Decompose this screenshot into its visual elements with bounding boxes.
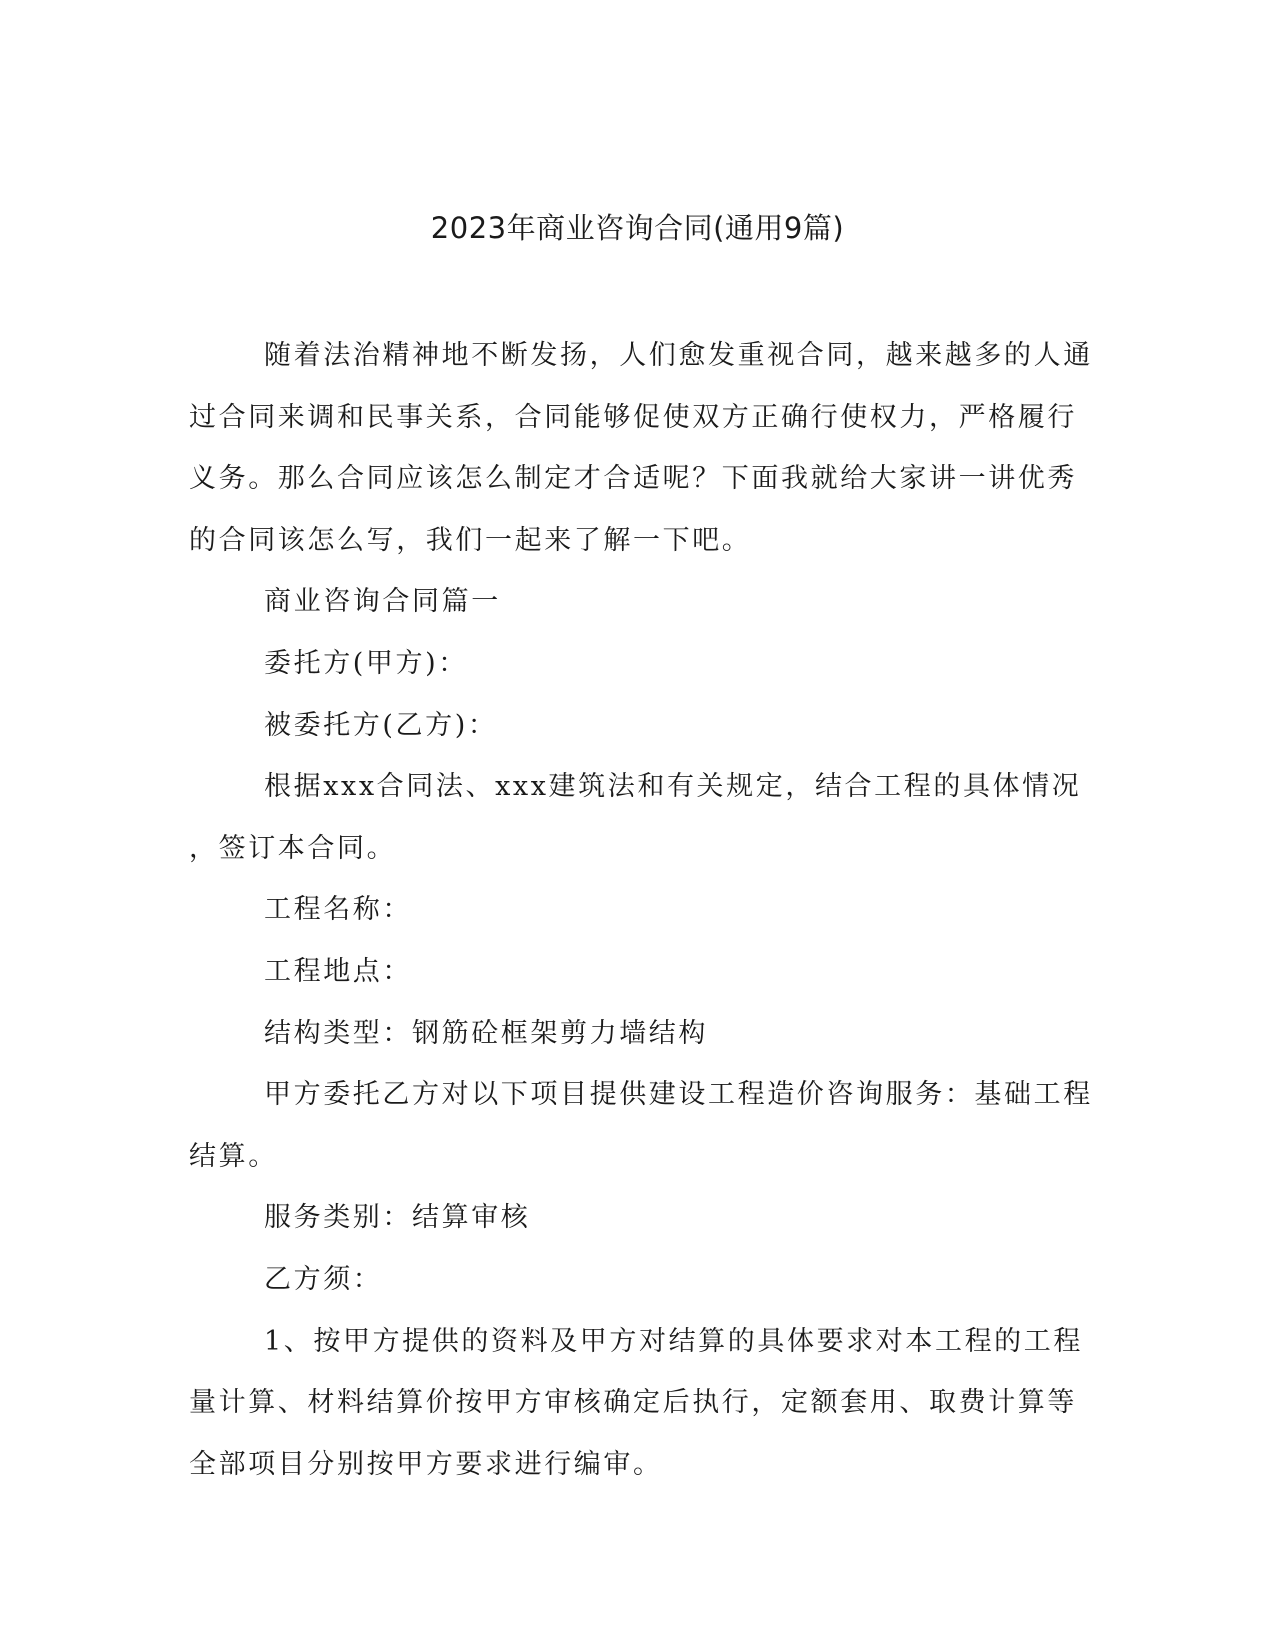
basis-line-2: ，签订本合同。	[189, 832, 397, 864]
intro-line-2: 过合同来调和民事关系，合同能够促使双方正确行使权力，严格履行	[189, 401, 1077, 433]
service-scope-line-2: 结算。	[189, 1140, 278, 1172]
clause-1-line-1: 1、按甲方提供的资料及甲方对结算的具体要求对本工程的工程	[264, 1325, 1083, 1357]
service-category-line: 服务类别：结算审核	[264, 1202, 531, 1234]
intro-line-4: 的合同该怎么写，我们一起来了解一下吧。	[189, 524, 752, 556]
project-location-line: 工程地点：	[264, 955, 412, 987]
clause-1-line-2: 量计算、材料结算价按甲方审核确定后执行，定额套用、取费计算等	[189, 1387, 1077, 1419]
project-name-line: 工程名称：	[264, 894, 412, 926]
intro-line-3: 义务。那么合同应该怎么制定才合适呢？下面我就给大家讲一讲优秀	[189, 463, 1077, 495]
party-a-line: 委托方(甲方)：	[264, 647, 468, 679]
clause-1-line-3: 全部项目分别按甲方要求进行编审。	[189, 1448, 663, 1480]
document-title: 2023年商业咨询合同(通用9篇)	[430, 211, 845, 245]
document-body	[189, 325, 1093, 1495]
section-heading: 商业咨询合同篇一	[264, 586, 501, 618]
basis-line-1: 根据xxx合同法、xxx建筑法和有关规定，结合工程的具体情况	[264, 771, 1082, 803]
structure-type-line: 结构类型：钢筋砼框架剪力墙结构	[264, 1017, 708, 1049]
party-b-must-line: 乙方须：	[264, 1263, 383, 1295]
intro-line-1: 随着法治精神地不断发扬，人们愈发重视合同，越来越多的人通	[264, 340, 1093, 371]
service-scope-line-1: 甲方委托乙方对以下项目提供建设工程造价咨询服务：基础工程	[264, 1079, 1093, 1111]
party-b-line: 被委托方(乙方)：	[264, 709, 498, 741]
